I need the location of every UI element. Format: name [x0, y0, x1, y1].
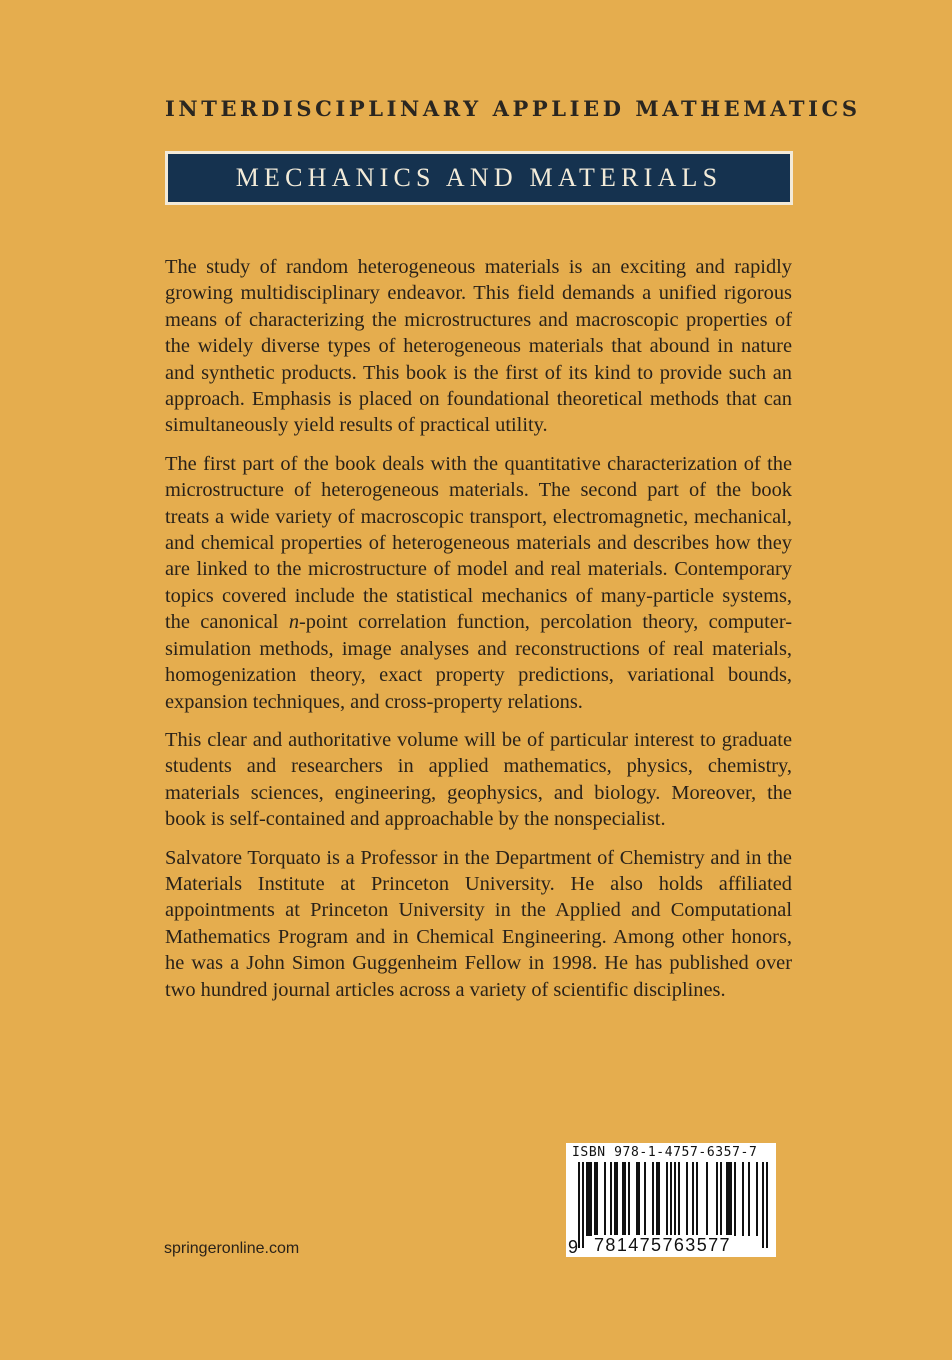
barcode-bar [756, 1162, 758, 1236]
series-title: INTERDISCIPLINARY APPLIED MATHEMATICS [165, 96, 861, 121]
barcode-bar [696, 1162, 698, 1236]
barcode-bar [604, 1162, 606, 1236]
barcode-bar [644, 1162, 646, 1236]
blurb [165, 254, 792, 1015]
barcode-bar [636, 1162, 638, 1236]
barcode-bar [726, 1162, 728, 1236]
barcode-bar [652, 1162, 654, 1236]
barcode-bar [614, 1162, 616, 1236]
blurb-paragraph-1: The study of random heterogeneous materials is an exciting and rapidly growing multidisciplinary endeavor. This field demands a unified rigorous means of characterizing the microstructures and macroscopic properties of the widely diverse types of heterogeneous materials that abound in nature and synthetic products. This book is the first of its kind to provide such an approach. Emphasis is placed on foundational theoretical methods that can simultaneously yield results of practical utility. [165, 256, 792, 437]
barcode-bar [728, 1162, 730, 1236]
barcode-bar [596, 1162, 598, 1236]
barcode-bar [678, 1162, 680, 1236]
blurb-paragraph-2: The first part of the book deals with the quantitative characterization of the microstructure of heterogeneous materials. The second part of the book treats a wide variety of macroscopic transport, electromagnetic, mechanical, and chemical properties of heterogeneous materials and describes how they are linked to the microstructure of model and real materials. Contemporary topics covered include the statistical mechanics of many-particle systems, the canonical n-point correlation function, percolation theory, computer-simulation methods, image analyses and reconstructions of real materials, homogenization theory, exact property predictions, variational bounds, expansion techniques, and cross-property relations. [165, 452, 792, 713]
barcode-bar [730, 1162, 732, 1236]
barcode-bar [578, 1162, 580, 1248]
barcode-bar [716, 1162, 718, 1236]
ean-first-digit: 9 [568, 1237, 579, 1257]
barcode-bar [692, 1162, 694, 1236]
barcode-bar [586, 1162, 588, 1236]
barcode-bar [748, 1162, 750, 1236]
barcode-bar [666, 1162, 668, 1236]
barcode-bar [594, 1162, 596, 1236]
barcode-bar [656, 1162, 658, 1236]
barcode-bar [762, 1162, 764, 1248]
barcode-bar [624, 1162, 626, 1236]
barcode-bar [622, 1162, 624, 1236]
barcode-bar [582, 1162, 584, 1248]
barcode-bar [616, 1162, 618, 1236]
barcode-bar [742, 1162, 744, 1236]
publisher-website: springeronline.com [164, 1240, 300, 1257]
barcode-bar [628, 1162, 630, 1236]
barcode-bar [720, 1162, 722, 1236]
barcode-bar [638, 1162, 640, 1236]
barcode-bar [658, 1162, 660, 1236]
isbn-barcode [566, 1143, 776, 1257]
barcode-bar [766, 1162, 768, 1248]
barcode-bar [588, 1162, 590, 1236]
barcode-bar [734, 1162, 736, 1236]
author-bio: Salvatore Torquato is a Professor in the Department of Chemistry and in the Materials Institute at Princeton University. He also holds affiliated appointments at Princeton University in the Applied and Computational Mathematics Program and in Chemical Engineering. Among other honors, he was a John Simon Guggenheim Fellow in 1998. He has published over two hundred journal articles across a variety of scientific disciplines. [165, 846, 792, 1001]
barcode-bar [610, 1162, 612, 1236]
ean-digits: 781475763577 [594, 1235, 731, 1255]
isbn-label: ISBN 978-1-4757-6357-7 [572, 1145, 758, 1160]
subseries-title: MECHANICS AND MATERIALS [235, 163, 723, 192]
barcode-bar [590, 1162, 592, 1236]
subseries-banner [165, 151, 793, 205]
barcode-bar [706, 1162, 708, 1236]
blurb-paragraph-3: This clear and authoritative volume will be of particular interest to graduate students and researchers in applied mathematics, physics, chemistry, materials sciences, engineering, geophysics, and biology. Moreover, the book is self-contained and approachable by the nonspecialist. [165, 728, 792, 831]
barcode-bar [686, 1162, 688, 1236]
